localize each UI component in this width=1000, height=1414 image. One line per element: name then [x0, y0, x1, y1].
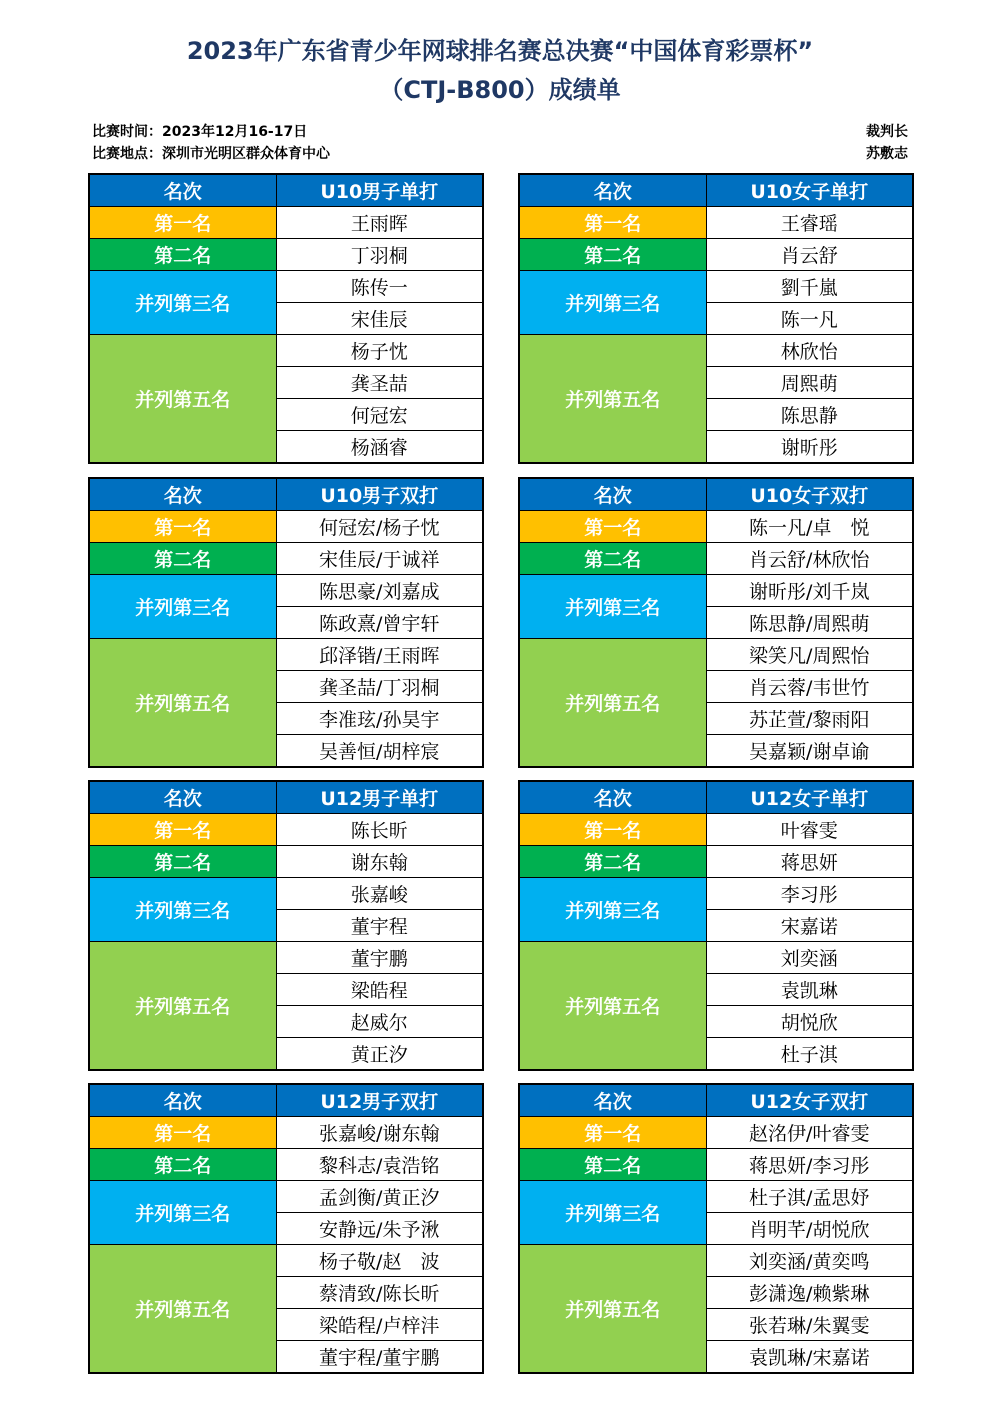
event-name: U10女子单打: [706, 174, 913, 207]
referee-info: [866, 121, 908, 165]
match-info: [92, 121, 330, 165]
rank-column-header: 名次: [89, 1084, 276, 1117]
second-place-name: 蒋思妍: [706, 846, 913, 878]
table-row: [89, 878, 483, 910]
rank-first-label: 第一名: [519, 814, 706, 846]
table-row: [89, 239, 483, 271]
document-subtitle: （CTJ-B800）成绩单: [379, 76, 621, 104]
first-place-name: 王雨晖: [276, 207, 483, 239]
rank-second-label: 第二名: [519, 846, 706, 878]
fifth-place-name: 胡悦欣: [706, 1006, 913, 1038]
first-place-name: 王睿瑶: [706, 207, 913, 239]
result-table: [518, 173, 914, 464]
table-header-row: [89, 174, 483, 207]
rank-column-header: 名次: [519, 781, 706, 814]
third-place-name: 宋嘉诺: [706, 910, 913, 942]
fifth-place-name: 杨子忱: [276, 335, 483, 367]
third-place-name: 劉千嵐: [706, 271, 913, 303]
second-place-name: 肖云舒/林欣怡: [706, 543, 913, 575]
table-header-row: [89, 1084, 483, 1117]
table-row: [89, 207, 483, 239]
rank-first-label: 第一名: [89, 207, 276, 239]
third-place-name: 陈一凡: [706, 303, 913, 335]
fifth-place-name: 龚圣喆: [276, 367, 483, 399]
rank-second-label: 第二名: [89, 1149, 276, 1181]
rank-second-label: 第二名: [519, 543, 706, 575]
fifth-place-name: 谢昕彤: [706, 431, 913, 464]
first-place-name: 张嘉峻/谢东翰: [276, 1117, 483, 1149]
document-title: 2023年广东省青少年网球排名赛总决赛“中国体育彩票杯”: [186, 37, 814, 65]
rank-column-header: 名次: [519, 174, 706, 207]
event-name: U10男子双打: [276, 478, 483, 511]
fifth-place-name: 杨子敬/赵 波: [276, 1245, 483, 1277]
rank-fifth-label: 并列第五名: [89, 1245, 276, 1374]
result-table: [88, 780, 484, 1071]
table-header-row: [519, 781, 913, 814]
fifth-place-name: 张若琳/朱翼雯: [706, 1309, 913, 1341]
fifth-place-name: 苏芷萱/黎雨阳: [706, 703, 913, 735]
fifth-place-name: 邱泽锴/王雨晖: [276, 639, 483, 671]
table-row: [89, 814, 483, 846]
second-place-name: 丁羽桐: [276, 239, 483, 271]
table-row: [89, 942, 483, 974]
event-name: U12女子双打: [706, 1084, 913, 1117]
rank-fifth-label: 并列第五名: [89, 639, 276, 768]
fifth-place-name: 董宇程/董宇鹏: [276, 1341, 483, 1374]
rank-third-label: 并列第三名: [89, 1181, 276, 1245]
table-row: [89, 271, 483, 303]
table-row: [89, 575, 483, 607]
rank-column-header: 名次: [89, 174, 276, 207]
fifth-place-name: 杨涵睿: [276, 431, 483, 464]
table-row: [89, 543, 483, 575]
rank-column-header: 名次: [519, 1084, 706, 1117]
first-place-name: 陈一凡/卓 悦: [706, 511, 913, 543]
fifth-place-name: 黄正汐: [276, 1038, 483, 1071]
fifth-place-name: 吴善恒/胡梓宸: [276, 735, 483, 768]
fifth-place-name: 龚圣喆/丁羽桐: [276, 671, 483, 703]
result-table: [88, 477, 484, 768]
fifth-place-name: 肖云蓉/韦世竹: [706, 671, 913, 703]
fifth-place-name: 刘奕涵/黄奕鸣: [706, 1245, 913, 1277]
third-place-name: 肖明芊/胡悦欣: [706, 1213, 913, 1245]
table-row: [89, 335, 483, 367]
rank-fifth-label: 并列第五名: [519, 639, 706, 768]
fifth-place-name: 梁皓程: [276, 974, 483, 1006]
table-header-row: [519, 478, 913, 511]
rank-first-label: 第一名: [519, 1117, 706, 1149]
table-row: [519, 575, 913, 607]
fifth-place-name: 刘奕涵: [706, 942, 913, 974]
result-table: [88, 173, 484, 464]
first-place-name: 何冠宏/杨子忱: [276, 511, 483, 543]
second-place-name: 谢东翰: [276, 846, 483, 878]
event-name: U12男子单打: [276, 781, 483, 814]
rank-second-label: 第二名: [89, 543, 276, 575]
rank-third-label: 并列第三名: [519, 878, 706, 942]
event-name: U10女子双打: [706, 478, 913, 511]
second-place-name: 蒋思妍/李习彤: [706, 1149, 913, 1181]
rank-third-label: 并列第三名: [89, 271, 276, 335]
result-table: [518, 477, 914, 768]
fifth-place-name: 蔡清致/陈长昕: [276, 1277, 483, 1309]
table-row: [89, 1245, 483, 1277]
table-header-row: [89, 478, 483, 511]
fifth-place-name: 梁皓程/卢梓沣: [276, 1309, 483, 1341]
table-row: [519, 846, 913, 878]
rank-third-label: 并列第三名: [519, 271, 706, 335]
rank-third-label: 并列第三名: [519, 575, 706, 639]
fifth-place-name: 吴嘉颖/谢卓谕: [706, 735, 913, 768]
third-place-name: 陈思静/周熙萌: [706, 607, 913, 639]
table-header-row: [89, 781, 483, 814]
third-place-name: 陈思豪/刘嘉成: [276, 575, 483, 607]
rank-second-label: 第二名: [89, 239, 276, 271]
rank-first-label: 第一名: [89, 814, 276, 846]
table-row: [89, 1181, 483, 1213]
event-name: U10男子单打: [276, 174, 483, 207]
third-place-name: 张嘉峻: [276, 878, 483, 910]
table-row: [519, 239, 913, 271]
table-row: [519, 511, 913, 543]
result-table: [518, 780, 914, 1071]
third-place-name: 宋佳辰: [276, 303, 483, 335]
rank-first-label: 第一名: [89, 1117, 276, 1149]
rank-first-label: 第一名: [519, 511, 706, 543]
fifth-place-name: 何冠宏: [276, 399, 483, 431]
referee-name: 苏敷志: [866, 146, 908, 162]
rank-third-label: 并列第三名: [89, 575, 276, 639]
rank-fifth-label: 并列第五名: [519, 1245, 706, 1374]
fifth-place-name: 赵威尔: [276, 1006, 483, 1038]
table-row: [519, 1149, 913, 1181]
rank-first-label: 第一名: [519, 207, 706, 239]
rank-column-header: 名次: [89, 781, 276, 814]
rank-second-label: 第二名: [519, 1149, 706, 1181]
table-row: [89, 1117, 483, 1149]
event-name: U12男子双打: [276, 1084, 483, 1117]
third-place-name: 陈政熹/曾宇轩: [276, 607, 483, 639]
fifth-place-name: 李准玹/孙昊宇: [276, 703, 483, 735]
fifth-place-name: 梁笑凡/周熙怡: [706, 639, 913, 671]
table-header-row: [519, 174, 913, 207]
table-header-row: [519, 1084, 913, 1117]
rank-fifth-label: 并列第五名: [89, 942, 276, 1071]
table-row: [89, 639, 483, 671]
table-row: [89, 511, 483, 543]
third-place-name: 李习彤: [706, 878, 913, 910]
table-row: [89, 846, 483, 878]
table-row: [519, 814, 913, 846]
table-row: [89, 1149, 483, 1181]
third-place-name: 孟剑衡/黄正汐: [276, 1181, 483, 1213]
fifth-place-name: 袁凯琳: [706, 974, 913, 1006]
rank-column-header: 名次: [89, 478, 276, 511]
fifth-place-name: 董宇鹏: [276, 942, 483, 974]
third-place-name: 董宇程: [276, 910, 483, 942]
table-row: [519, 942, 913, 974]
third-place-name: 谢昕彤/刘千岚: [706, 575, 913, 607]
rank-fifth-label: 并列第五名: [519, 942, 706, 1071]
table-row: [519, 1181, 913, 1213]
second-place-name: 黎科志/袁浩铭: [276, 1149, 483, 1181]
fifth-place-name: 彭潇逸/赖紫琳: [706, 1277, 913, 1309]
first-place-name: 陈长昕: [276, 814, 483, 846]
fifth-place-name: 杜子淇: [706, 1038, 913, 1071]
table-row: [519, 207, 913, 239]
rank-first-label: 第一名: [89, 511, 276, 543]
result-table: [518, 1083, 914, 1374]
match-time: 比赛时间：2023年12月16-17日: [92, 124, 308, 140]
second-place-name: 肖云舒: [706, 239, 913, 271]
rank-second-label: 第二名: [89, 846, 276, 878]
first-place-name: 叶睿雯: [706, 814, 913, 846]
third-place-name: 杜子淇/孟思妤: [706, 1181, 913, 1213]
rank-fifth-label: 并列第五名: [89, 335, 276, 464]
fifth-place-name: 周熙萌: [706, 367, 913, 399]
table-row: [519, 639, 913, 671]
rank-second-label: 第二名: [519, 239, 706, 271]
rank-third-label: 并列第三名: [89, 878, 276, 942]
first-place-name: 赵洺伊/叶睿雯: [706, 1117, 913, 1149]
rank-third-label: 并列第三名: [519, 1181, 706, 1245]
third-place-name: 陈传一: [276, 271, 483, 303]
referee-title: 裁判长: [866, 124, 908, 140]
rank-fifth-label: 并列第五名: [519, 335, 706, 464]
fifth-place-name: 袁凯琳/宋嘉诺: [706, 1341, 913, 1374]
table-row: [519, 1117, 913, 1149]
event-name: U12女子单打: [706, 781, 913, 814]
third-place-name: 安静远/朱予湫: [276, 1213, 483, 1245]
table-row: [519, 1245, 913, 1277]
table-row: [519, 335, 913, 367]
table-row: [519, 543, 913, 575]
rank-column-header: 名次: [519, 478, 706, 511]
fifth-place-name: 陈思静: [706, 399, 913, 431]
result-table: [88, 1083, 484, 1374]
table-row: [519, 878, 913, 910]
match-place: 比赛地点：深圳市光明区群众体育中心: [92, 146, 330, 162]
second-place-name: 宋佳辰/于诚祥: [276, 543, 483, 575]
fifth-place-name: 林欣怡: [706, 335, 913, 367]
table-row: [519, 271, 913, 303]
